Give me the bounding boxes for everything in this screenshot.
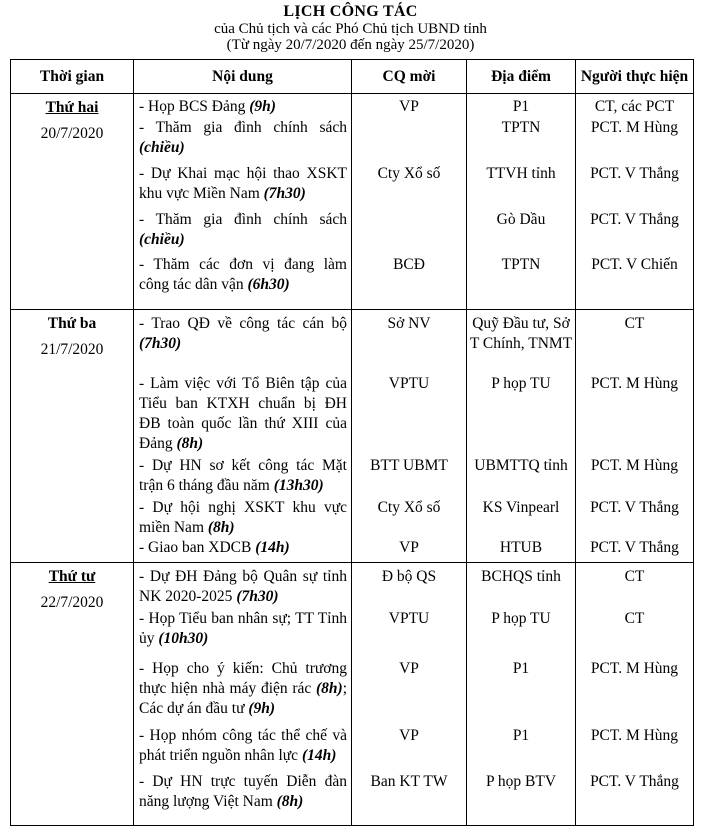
day-cell — [11, 94, 134, 310]
schedule-subtitle: của Chủ tịch và các Phó Chủ tịch UBND tỉnh — [214, 21, 487, 37]
table-row — [11, 310, 694, 563]
table-header-row — [11, 60, 694, 94]
schedule-table — [10, 59, 694, 826]
list-item: - Họp cho ý kiến: Chủ trương thực hiện nhà máy điện rác (8h); Các dự án đầu tư (9h) — [139, 660, 347, 717]
person-cell: CT, các PCT PCT. M Hùng PCT. V Thắng PCT. V Thắng PCT. V Chiến — [576, 94, 694, 310]
person-cell: CT PCT. M Hùng PCT. M Hùng PCT. V Thắng PCT. V Thắng — [576, 310, 694, 563]
content-cell — [134, 310, 352, 563]
list-item: - Thăm các đơn vị đang làm công tác dân vận (6h30) — [139, 256, 347, 293]
list-item: - Thăm gia đình chính sách (chiều) — [139, 211, 347, 248]
table-row — [11, 563, 694, 826]
day-name: Thứ tư — [48, 568, 96, 585]
list-item: - Dự HN trực tuyến Diễn đàn năng lượng Việt Nam (8h) — [139, 773, 347, 810]
person-cell: CT CT PCT. M Hùng PCT. M Hùng PCT. V Thắng — [576, 563, 694, 826]
location-cell: P1 TPTN TTVH tỉnh Gò Dầu TPTN — [467, 94, 576, 310]
list-item: - Họp BCS Đảng (9h) — [139, 98, 276, 115]
table-row — [11, 94, 694, 310]
list-item: - Dự HN sơ kết công tác Mặt trận 6 tháng đầu năm (13h30) — [139, 457, 347, 494]
content-cell — [134, 563, 352, 826]
schedule-header — [0, 0, 701, 53]
list-item: - Họp Tiểu ban nhân sự; TT Tỉnh ủy (10h30) — [139, 610, 347, 647]
inviter-cell: VP Cty Xổ số BCĐ — [352, 94, 467, 310]
schedule-date-range: (Từ ngày 20/7/2020 đến ngày 25/7/2020) — [226, 37, 475, 53]
day-date: 22/7/2020 — [40, 594, 104, 611]
col-header-time: Thời gian — [11, 60, 134, 94]
schedule-title: LỊCH CÔNG TÁC — [283, 3, 418, 20]
day-date: 20/7/2020 — [40, 125, 104, 142]
col-header-location: Địa điểm — [467, 60, 576, 94]
list-item: - Họp nhóm công tác thể chế và phát triển nguồn nhân lực (14h) — [139, 727, 347, 764]
inviter-cell: Sở NV VPTU BTT UBMT Cty Xổ số VP — [352, 310, 467, 563]
list-item: - Làm việc với Tổ Biên tập của Tiểu ban KTXH chuẩn bị ĐH ĐB toàn quốc lần thứ XIII của Đảng (8h) — [139, 375, 347, 452]
col-header-content: Nội dung — [134, 60, 352, 94]
list-item: - Dự hội nghị XSKT khu vực miền Nam (8h) — [139, 499, 347, 536]
list-item: - Thăm gia đình chính sách (chiều) — [139, 119, 347, 156]
inviter-cell: Đ bộ QS VPTU VP VP Ban KT TW — [352, 563, 467, 826]
content-cell — [134, 94, 352, 310]
list-item: - Giao ban XDCB (14h) — [139, 539, 290, 556]
list-item: - Dự Khai mạc hội thao XSKT khu vực Miền Nam (7h30) — [139, 165, 347, 202]
list-item: - Dự ĐH Đảng bộ Quân sự tỉnh NK 2020-2025 (7h30) — [139, 568, 347, 605]
location-cell: BCHQS tỉnh P họp TU P1 P1 P họp BTV — [467, 563, 576, 826]
day-name: Thứ hai — [45, 99, 99, 116]
list-item: - Trao QĐ về công tác cán bộ (7h30) — [139, 315, 347, 352]
day-date: 21/7/2020 — [40, 341, 104, 358]
col-header-person: Người thực hiện — [576, 60, 694, 94]
col-header-inviter: CQ mời — [352, 60, 467, 94]
day-cell — [11, 310, 134, 563]
day-name: Thứ ba — [47, 315, 97, 332]
day-cell — [11, 563, 134, 826]
location-cell: Quỹ Đầu tư, Sở T Chính, TNMT P họp TU UBMTTQ tỉnh KS Vinpearl HTUB — [467, 310, 576, 563]
